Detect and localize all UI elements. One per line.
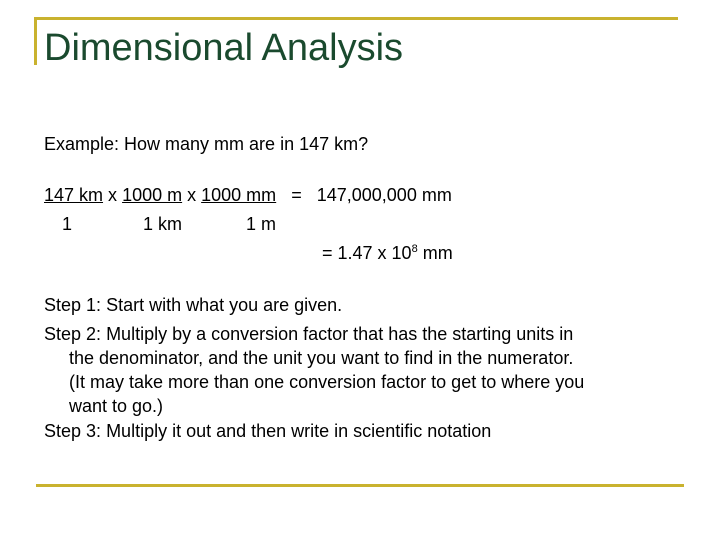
factor1-denominator: 1 [62,214,73,234]
times-sign-2: x [187,185,197,205]
result-standard: 147,000,000 mm [316,185,452,205]
step-3 [44,419,491,443]
step-1-label: Step 1: [44,295,102,315]
step-2-text: Multiply by a conversion factor that has the starting units in [106,324,574,344]
factor3-numerator: 1000 mm [201,185,277,205]
factor2-denominator: 1 km [143,214,183,234]
times-sign-1: x [108,185,118,205]
factor1-numerator: 147 km [44,185,104,205]
left-rule [34,17,37,65]
result-scientific [322,242,453,264]
step-2-label: Step 2: [44,324,102,344]
result-scientific-unit: mm [422,243,453,263]
result-exponent: 8 [411,243,418,255]
top-rule [34,17,678,20]
step-3-text: Multiply it out and then write in scientific notation [106,421,492,441]
step-2-line-2: the denominator, and the unit you want to find in the numerator. [69,348,574,368]
equals-sign: = [291,185,302,205]
calc-numerator-row [44,184,452,206]
bottom-rule [36,484,684,487]
step-3-label: Step 3: [44,421,102,441]
step-2-line-3: (It may take more than one conversion factor to get to where you [69,372,585,392]
factor3-denominator: 1 m [246,214,277,234]
step-2 [44,322,584,418]
step-1 [44,293,342,317]
result-scientific-base: = 1.47 x 10 [322,243,412,263]
step-1-text: Start with what you are given. [106,295,343,315]
example-question: Example: How many mm are in 147 km? [44,134,369,154]
factor2-numerator: 1000 m [122,185,183,205]
slide-title: Dimensional Analysis [44,27,404,69]
step-2-line-4: want to go.) [69,396,164,416]
